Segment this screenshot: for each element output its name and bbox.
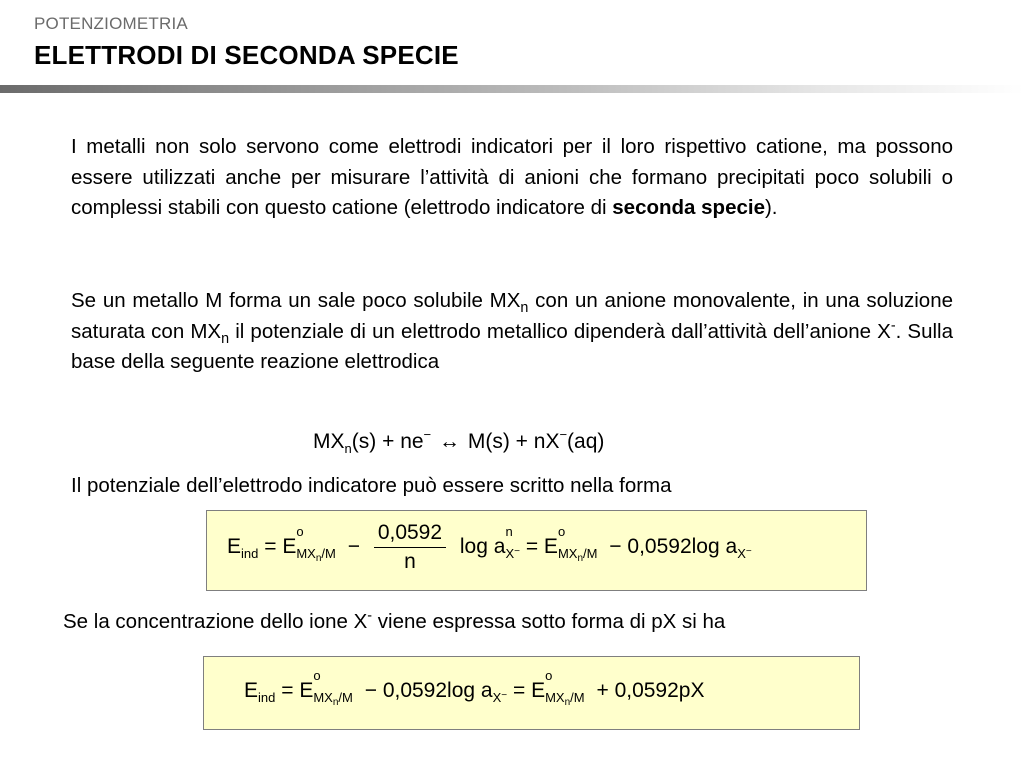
- page-title: ELETTRODI DI SECONDA SPECIE: [34, 40, 459, 70]
- bold-term: seconda specie: [612, 196, 765, 219]
- eq1-xm1: −: [514, 546, 520, 558]
- eq2-e1: E: [531, 679, 546, 702]
- eq1-log2: log: [691, 535, 720, 559]
- equation-box-1: [206, 510, 867, 591]
- eq2-a: a: [480, 679, 493, 702]
- reaction-aqueous: (aq): [567, 430, 605, 453]
- paragraph-metal-salt: [71, 286, 953, 378]
- p2-text-4: . Sulla base della seguente reazione elettrodica: [71, 319, 954, 373]
- potential-intro-line: Il potenziale dell’elettrodo indicatore può essere scritto nella forma: [71, 474, 672, 497]
- eq2-n2: n: [564, 697, 571, 708]
- eq1-equals-2: =: [525, 535, 539, 559]
- eq2-equals-2: =: [512, 679, 526, 702]
- eq2-xm: −: [501, 690, 508, 701]
- eq1-log1: log: [459, 535, 488, 559]
- eq1-a1: a: [493, 535, 506, 559]
- eq1-x1: X: [505, 546, 515, 562]
- p2-sup-1: -: [890, 317, 896, 334]
- reaction-metal: M(s): [467, 430, 510, 453]
- eq1-sub-group-2: [505, 546, 520, 561]
- reaction-plus-1: +: [382, 430, 395, 453]
- eq2-x: X: [492, 690, 502, 705]
- p2-text-2: con un anione monovalente, in una soluzione saturata con MX: [71, 289, 953, 343]
- eq2-n1: n: [332, 697, 339, 708]
- eq2-minus: −: [364, 679, 377, 702]
- eq1-x2: X: [737, 546, 746, 562]
- eq1-mx2: MX: [557, 546, 578, 562]
- concentration-text-1: Se la concentrazione dello ione X: [63, 610, 368, 633]
- eq2-mx1: MX: [313, 690, 333, 705]
- reaction-anion: nX: [533, 430, 560, 453]
- eq2-e: E: [244, 679, 259, 702]
- eq1-n2: n: [577, 553, 583, 565]
- eq1-o1: o: [296, 524, 304, 540]
- eq2-sub-group-2: [493, 690, 508, 705]
- eq2-sub-group-3: [545, 690, 585, 708]
- p2-text-3: il potenziale di un elettrodo metallico dipenderà dall’attività dell’anione X: [229, 319, 891, 343]
- eq2-o1: o: [313, 668, 321, 683]
- eq2-plus: +: [596, 679, 609, 702]
- eq1-minus: −: [347, 535, 360, 559]
- eq2-log: log: [447, 679, 476, 702]
- paragraph-intro-end: ).: [764, 196, 778, 219]
- eq1-xm2: −: [745, 546, 752, 558]
- eq1-slash2: /M: [583, 546, 598, 562]
- reaction-mx: MX: [313, 430, 345, 453]
- eq1-numerator: 0,0592: [374, 521, 446, 548]
- eq2-sub-group-1: [313, 690, 353, 708]
- eq1-e1: E: [543, 535, 558, 559]
- eq2-e0: E: [299, 679, 314, 702]
- eq1-ind: ind: [241, 546, 259, 562]
- eq1-e0: E: [282, 535, 297, 559]
- equilibrium-arrow-icon: ↔: [438, 430, 460, 453]
- equation-1: [227, 521, 752, 574]
- eq1-a2: a: [725, 535, 738, 559]
- p2-sub-2: n: [221, 330, 230, 347]
- reaction-n: n: [344, 441, 352, 456]
- eq2-equals-1: =: [281, 679, 294, 702]
- eq1-sub-group-1: [296, 546, 336, 565]
- eq1-coefficient: 0,0592: [627, 535, 692, 559]
- reaction-anion-charge: −: [559, 427, 568, 442]
- eq2-tail: 0,0592pX: [614, 679, 705, 702]
- concentration-sup: -: [367, 608, 373, 625]
- equation-box-2: [203, 656, 860, 730]
- eq2-slash1: /M: [338, 690, 353, 705]
- reaction-electron-charge: −: [423, 427, 432, 442]
- eq1-mx1: MX: [296, 546, 316, 562]
- reaction-equation: [313, 427, 605, 456]
- eq2-coefficient: 0,0592: [382, 679, 448, 702]
- eq2-slash2: /M: [570, 690, 585, 705]
- equation-2: [244, 668, 705, 708]
- concentration-text-2: viene espressa sotto forma di pX si ha: [372, 610, 726, 633]
- eq2-o2: o: [545, 668, 553, 683]
- p2-text-1: Se un metallo M forma un sale poco solubile MX: [71, 289, 521, 312]
- paragraph-intro: [71, 132, 953, 224]
- header-subtitle: POTENZIOMETRIA: [34, 14, 188, 33]
- header-divider: [0, 85, 1024, 93]
- eq1-sub-group-4: [737, 546, 752, 561]
- eq1-n1: n: [315, 553, 322, 565]
- eq1-denominator: n: [404, 550, 416, 573]
- reaction-plus-2: +: [515, 430, 528, 453]
- eq2-mx2: MX: [545, 690, 565, 705]
- eq1-e: E: [227, 535, 242, 559]
- eq1-equals-1: =: [264, 535, 277, 559]
- eq1-minus-2: −: [609, 535, 622, 559]
- eq1-slash1: /M: [321, 546, 336, 562]
- eq1-fraction: [374, 521, 446, 574]
- eq1-sup-n: n: [505, 524, 513, 540]
- concentration-line: [63, 610, 725, 634]
- p2-sub-1: n: [520, 300, 529, 317]
- reaction-solid: (s): [351, 430, 377, 453]
- eq2-ind: ind: [258, 690, 276, 705]
- paragraph-intro-text: I metalli non solo servono come elettrodi indicatori per il loro rispettivo catione, ma possono essere utilizzati anche per misurare l’attività di anioni che formano precipitati poco solubili o complessi stabili con questo catione (elettrodo indicatore di: [71, 135, 953, 219]
- reaction-electrons: ne: [400, 430, 424, 453]
- eq1-o2: o: [557, 524, 566, 540]
- eq1-sub-group-3: [557, 546, 598, 565]
